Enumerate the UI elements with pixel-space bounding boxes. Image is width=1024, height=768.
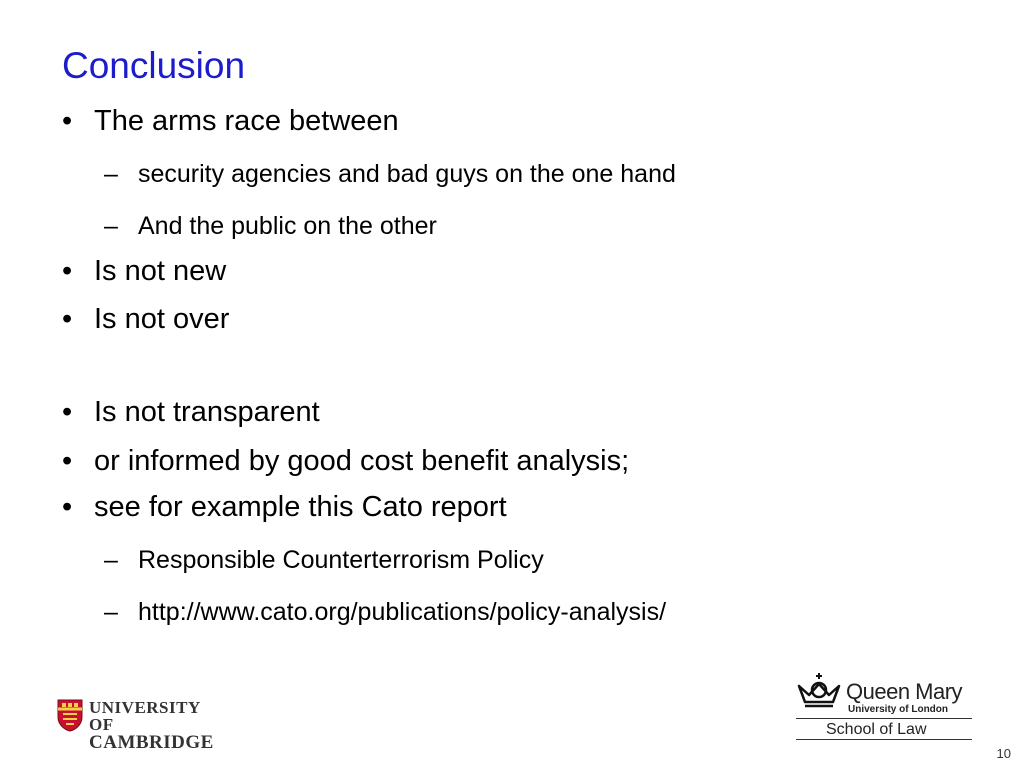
bullet-text: The arms race between: [94, 105, 399, 137]
sub-bullet-link[interactable]: http://www.cato.org/publications/policy-analysis/: [138, 598, 667, 626]
sub-bullet-text: security agencies and bad guys on the one hand: [138, 160, 676, 188]
page-number: 10: [996, 746, 1011, 761]
crown-icon: [796, 672, 842, 712]
bullet-text: or informed by good cost benefit analysis;: [94, 445, 630, 477]
cambridge-shield-icon: [57, 699, 83, 732]
bullet-text: Is not over: [94, 303, 230, 335]
bullet-item: [62, 395, 320, 429]
queen-mary-name: Queen Mary: [846, 679, 963, 704]
sub-bullet-item: [104, 545, 544, 575]
bullet-text: Is not new: [94, 255, 227, 287]
cambridge-logo-text: [89, 699, 227, 752]
bullet-text: see for example this Cato report: [94, 491, 507, 523]
queen-mary-logo: [796, 672, 976, 744]
sub-bullet-item: [104, 159, 676, 189]
bullet-icon: •: [62, 255, 73, 287]
bullet-item: [62, 254, 226, 288]
queen-mary-subtitle: University of London: [848, 704, 948, 715]
divider: [796, 739, 972, 740]
cambridge-line2: CAMBRIDGE: [89, 732, 214, 753]
dash-icon: –: [104, 598, 118, 626]
bullet-item: [62, 490, 507, 524]
bullet-item: [62, 302, 229, 336]
sub-bullet-item: [104, 211, 437, 241]
bullet-icon: •: [62, 105, 73, 137]
bullet-item: [62, 444, 629, 478]
divider: [796, 718, 972, 719]
cambridge-line1: UNIVERSITY OF: [89, 698, 201, 734]
sub-bullet-item: [104, 597, 666, 627]
slide-title: Conclusion: [62, 45, 246, 86]
dash-icon: –: [104, 212, 118, 240]
sub-bullet-text: And the public on the other: [138, 212, 437, 240]
bullet-icon: •: [62, 303, 73, 335]
school-of-law-label: School of Law: [826, 721, 927, 738]
bullet-icon: •: [62, 491, 73, 523]
bullet-icon: •: [62, 396, 73, 428]
dash-icon: –: [104, 160, 118, 188]
bullet-item: [62, 104, 399, 138]
bullet-text: Is not transparent: [94, 396, 320, 428]
dash-icon: –: [104, 546, 118, 574]
bullet-icon: •: [62, 445, 73, 477]
sub-bullet-text: Responsible Counterterrorism Policy: [138, 546, 544, 574]
cambridge-logo: [57, 698, 227, 753]
